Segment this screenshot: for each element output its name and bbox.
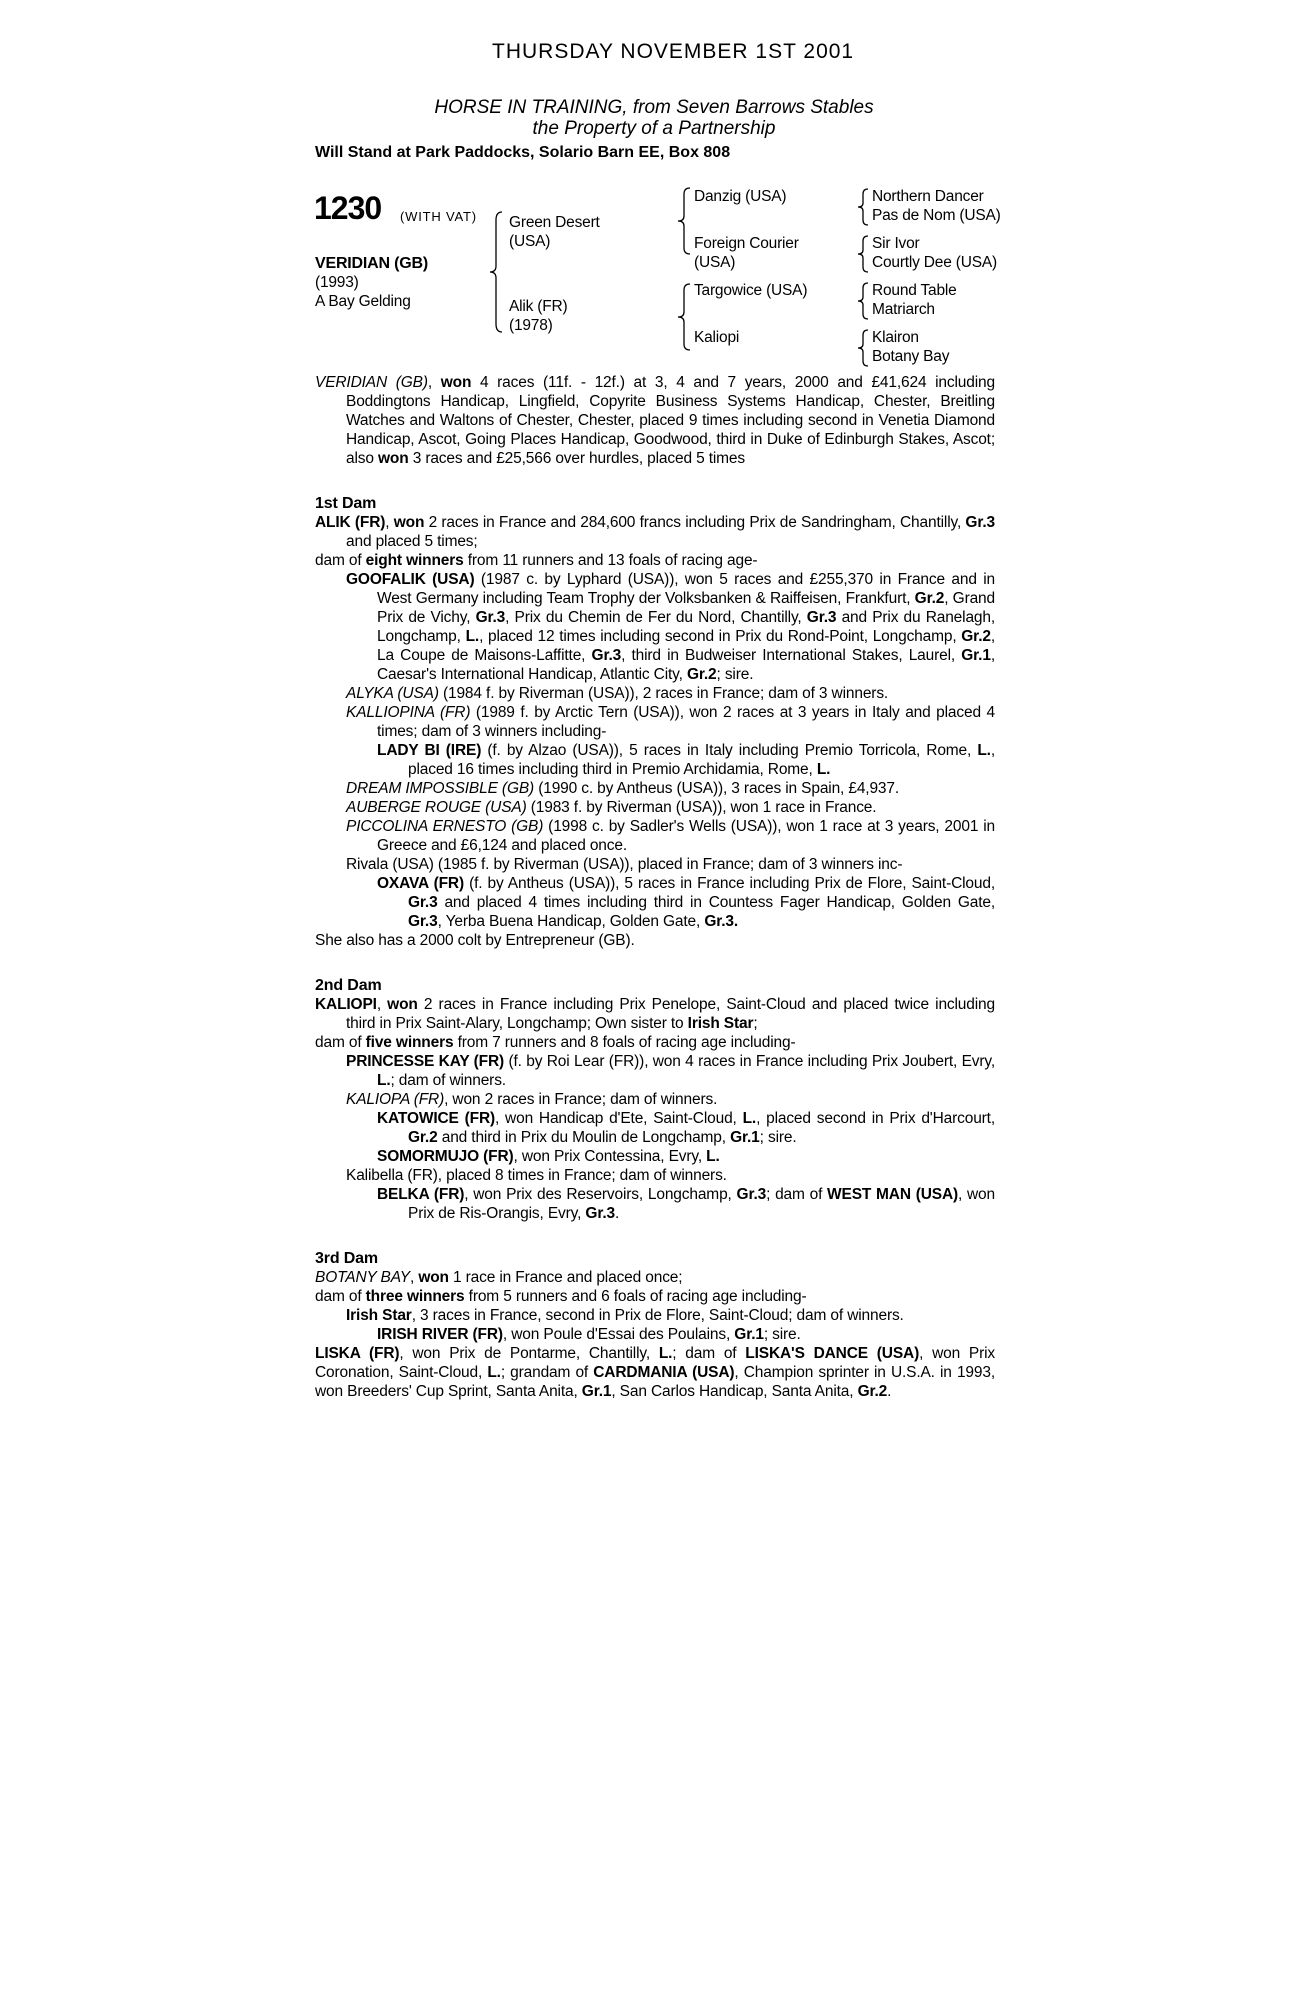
- grade: Gr.2: [961, 628, 991, 645]
- text: , Yerba Buena Handicap, Golden Gate,: [437, 913, 705, 930]
- text: and placed 5 times;: [346, 533, 478, 550]
- horse-name: PICCOLINA ERNESTO (GB): [346, 818, 544, 835]
- horse-name: Irish Star: [687, 1015, 754, 1032]
- pedigree-brace-3c: [856, 281, 872, 321]
- grade: Gr.2: [686, 666, 717, 683]
- listed: L.: [487, 1364, 501, 1381]
- sale-date: THURSDAY NOVEMBER 1ST 2001: [492, 40, 855, 63]
- pedigree-dam: [509, 297, 567, 335]
- pedigree-dam-dam: Kaliopi: [694, 329, 740, 346]
- text: .: [614, 1205, 620, 1222]
- sire-dam-name: Foreign Courier: [694, 235, 799, 252]
- text: , placed 12 times including second in Prix du Rond-Point, Longchamp,: [479, 628, 962, 645]
- ped-sds: Sir Ivor: [872, 235, 920, 252]
- text: (1984 f. by Riverman (USA)), 2 races in France; dam of 3 winners.: [438, 685, 889, 702]
- text: .: [887, 1383, 892, 1400]
- grade: Gr.3: [736, 1186, 767, 1203]
- winners-count: three winners: [365, 1288, 465, 1305]
- ped-ddd: Botany Bay: [872, 348, 950, 365]
- horse-name: VERIDIAN (GB): [315, 255, 428, 272]
- winners-count: eight winners: [365, 552, 464, 569]
- produce-kalibella: Kalibella (FR), placed 8 times in France; dam of winners.: [346, 1167, 727, 1184]
- produce-princesse-kay: [346, 1052, 995, 1090]
- produce-goofalik: [346, 570, 995, 684]
- produce-piccolina: [346, 817, 995, 855]
- text: , won Poule d'Essai des Poulains,: [502, 1326, 735, 1343]
- grade: Gr.3: [591, 647, 622, 664]
- pedigree-brace-3d: [856, 328, 872, 368]
- grade: Gr.1: [734, 1326, 764, 1343]
- won-label: won: [387, 996, 418, 1013]
- horse-name: OXAVA (FR): [377, 875, 464, 892]
- stand-location: Will Stand at Park Paddocks, Solario Barn EE, Box 808: [315, 144, 731, 161]
- text: 1 race in France and placed once;: [448, 1269, 683, 1286]
- pedigree-brace-2b: [676, 282, 694, 352]
- text: ; sire.: [716, 666, 754, 683]
- text: dam of: [315, 552, 366, 569]
- text: , Champion sprinter in U.S.A. in 1993, won Breeders' Cup Sprint, Santa Anita,: [315, 1364, 995, 1400]
- text: , placed second in Prix d'Harcourt,: [756, 1110, 995, 1127]
- text: dam of: [315, 1288, 366, 1305]
- horse-name: CARDMANIA (USA): [593, 1364, 735, 1381]
- text: , Caesar's International Handicap, Atlantic City,: [377, 647, 995, 683]
- grade: Gr.1: [730, 1129, 760, 1146]
- produce-belka: [377, 1185, 995, 1223]
- pedigree-sire: [509, 213, 600, 251]
- text: ; dam of: [766, 1186, 828, 1203]
- text: , won Prix Coronation, Saint-Cloud,: [315, 1345, 995, 1381]
- pedigree-brace-3b: [856, 234, 872, 274]
- horse-name: AUBERGE ROUGE (USA): [346, 799, 527, 816]
- race-record-text: VERIDIAN (GB), won 4 races (11f. - 12f.) at 3, 4 and 7 years, 2000 and £41,624 including Boddingtons Handicap, Lingfield, Copyrite Business Systems Handicap, Chester, Breitling Watches and Waltons of Chester, Chester, placed 9 times including second in Venetia Diamond Handicap, Ascot, Going Places Handicap, Goodwood, third in Duke of Edinburgh Stakes, Ascot; also won 3 races and £25,566 over hurdles, placed 5 times: [315, 374, 995, 467]
- sire-origin: (USA): [509, 233, 551, 250]
- text: and Prix du Ranelagh, Longchamp,: [377, 609, 996, 645]
- horse-name: Irish Star: [346, 1307, 412, 1324]
- horse-description: A Bay Gelding: [315, 293, 411, 310]
- third-dam-summary: BOTANY BAY, won 1 race in France and placed once;: [315, 1269, 683, 1286]
- ped-dsd: Matriarch: [872, 301, 935, 318]
- horse-name: LISKA (FR): [315, 1345, 400, 1362]
- text: from 7 runners and 8 foals of racing age including-: [453, 1034, 796, 1051]
- produce-rivala: Rivala (USA) (1985 f. by Riverman (USA)), placed in France; dam of 3 winners inc-: [346, 856, 903, 873]
- text: ; dam of: [672, 1345, 746, 1362]
- text: , 3 races in France, second in Prix de Flore, Saint-Cloud; dam of winners.: [411, 1307, 904, 1324]
- horse-name: IRISH RIVER (FR): [377, 1326, 503, 1343]
- text: (1998 c. by Sadler's Wells (USA)), won 1 race at 3 years, 2001 in Greece and £6,124 and placed once.: [377, 818, 995, 854]
- third-dam-produce: [315, 1287, 995, 1306]
- ped-ssd: Pas de Nom (USA): [872, 207, 1001, 224]
- horse-name: KALIOPA (FR): [346, 1091, 445, 1108]
- dam-name: Alik (FR): [509, 298, 568, 315]
- grade: Gr.2: [408, 1129, 438, 1146]
- grade: Gr.3: [475, 609, 506, 626]
- horse-name: LISKA'S DANCE (USA): [745, 1345, 920, 1362]
- listed: L.: [377, 1072, 391, 1089]
- text: (1983 f. by Riverman (USA)), won 1 race in France.: [526, 799, 877, 816]
- text: ;: [753, 1015, 758, 1032]
- text: , won Handicap d'Ete, Saint-Cloud,: [495, 1110, 743, 1127]
- ped-sdd: Courtly Dee (USA): [872, 254, 997, 271]
- horse-name: WEST MAN (USA): [827, 1186, 959, 1203]
- text: , won Prix Contessina, Evry,: [513, 1148, 707, 1165]
- sire-dam-origin: (USA): [694, 254, 736, 271]
- text: dam of: [315, 1034, 366, 1051]
- pedigree-dam-sire: Targowice (USA): [694, 282, 808, 299]
- won-label: won: [418, 1269, 449, 1286]
- vendor-line: [304, 97, 1004, 139]
- text: , won Prix des Reservoirs, Longchamp,: [464, 1186, 737, 1203]
- first-dam-summary: ALIK (FR), won 2 races in France and 284,600 francs including Prix de Sandringham, Chantilly, Gr.3 and placed 5 times;: [315, 514, 995, 550]
- text: , placed 16 times including third in Premio Archidamia, Rome,: [408, 742, 995, 778]
- second-dam-summary: KALIOPI, won 2 races in France including Prix Penelope, Saint-Cloud and placed twice including third in Prix Saint-Alary, Longchamp; Own sister to Irish Star;: [315, 996, 995, 1032]
- text: ; grandam of: [500, 1364, 594, 1381]
- second-dam-name: KALIOPI: [315, 996, 377, 1013]
- horse-name: KALLIOPINA (FR): [346, 704, 471, 721]
- produce-kaliopa: [346, 1090, 995, 1109]
- text: , Grand Prix de Vichy,: [377, 590, 995, 626]
- text: 2 races in France and 284,600 francs including Prix de Sandringham, Chantilly,: [424, 514, 966, 531]
- listed: L.: [465, 628, 480, 645]
- produce-auberge-rouge: [346, 798, 995, 817]
- record-horse-name: VERIDIAN (GB): [315, 374, 428, 391]
- dam-year: (1978): [509, 317, 553, 334]
- text: and third in Prix du Moulin de Longchamp,: [437, 1129, 731, 1146]
- second-dam-heading: 2nd Dam: [315, 977, 382, 994]
- record-detail-2: 3 races and £25,566 over hurdles, placed 5 times: [408, 450, 745, 467]
- text: (1989 f. by Arctic Tern (USA)), won 2 races at 3 years in Italy and placed 4 times; dam of 3 winners including-: [377, 704, 995, 740]
- produce-kalliopina: [346, 703, 995, 741]
- produce-somormujo: [377, 1147, 995, 1166]
- horse-name: PRINCESSE KAY (FR): [346, 1053, 505, 1070]
- produce-lady-bi: [377, 741, 995, 779]
- grade: Gr.3: [585, 1205, 615, 1222]
- horse-name: BELKA (FR): [377, 1186, 465, 1203]
- pedigree-sire-sire: Danzig (USA): [694, 188, 787, 205]
- grade: Gr.2: [857, 1383, 888, 1400]
- produce-katowice: [377, 1109, 995, 1147]
- grade: Gr.3: [806, 609, 837, 626]
- first-dam-heading: 1st Dam: [315, 495, 377, 512]
- first-dam-produce: [315, 551, 995, 570]
- text: , Prix du Chemin de Fer du Nord, Chantilly,: [505, 609, 807, 626]
- vendor-line-2: the Property of a Partnership: [532, 118, 776, 139]
- sire-name: Green Desert: [509, 214, 600, 231]
- horse-name: GOOFALIK (USA): [346, 571, 475, 588]
- grade: Gr.2: [914, 590, 945, 607]
- race-record: [315, 373, 995, 1401]
- horse-name: KATOWICE (FR): [377, 1110, 496, 1127]
- ped-dds: Klairon: [872, 329, 919, 346]
- horse-name: ALYKA (USA): [346, 685, 439, 702]
- ped-dss: Round Table: [872, 282, 957, 299]
- text: (1990 c. by Antheus (USA)), 3 races in Spain, £4,937.: [534, 780, 900, 797]
- listed: L.: [816, 761, 831, 778]
- produce-liska: [315, 1344, 995, 1401]
- second-dam-produce: [315, 1033, 995, 1052]
- winners-count: five winners: [365, 1034, 454, 1051]
- vat-note: (WITH VAT): [400, 209, 477, 224]
- won-label: won: [440, 374, 472, 391]
- text: (f. by Alzao (USA)), 5 races in Italy including Premio Torricola, Rome,: [481, 742, 978, 759]
- text: 2 races in France including Prix Penelope, Saint-Cloud and placed twice including third in Prix Saint-Alary, Longchamp; Own sister to: [346, 996, 995, 1032]
- text: , won 2 races in France; dam of winners.: [444, 1091, 718, 1108]
- pedigree-brace-3a: [856, 187, 872, 227]
- record-detail: 4 races (11f. - 12f.) at 3, 4 and 7 years, 2000 and £41,624 including Boddingtons Handicap, Lingfield, Copyrite Business Systems Handicap, Chester, Breitling Watches and Waltons of Chester, Chester, placed 9 times including second in Venetia Diamond Handicap, Ascot, Going Places Handicap, Goodwood, third in Duke of Edinburgh Stakes, Ascot; also: [346, 374, 995, 467]
- grade: Gr.3: [408, 894, 438, 911]
- horse-name: SOMORMUJO (FR): [377, 1148, 514, 1165]
- first-dam-name: ALIK (FR): [315, 514, 386, 531]
- produce-irish-river: [377, 1325, 995, 1344]
- text: ; sire.: [759, 1129, 797, 1146]
- text: (f. by Roi Lear (FR)), won 4 races in France including Prix Joubert, Evry,: [504, 1053, 996, 1070]
- pedigree-brace-1: [488, 210, 506, 335]
- text: , third in Budweiser International Stakes, Laurel,: [621, 647, 962, 664]
- listed: L.: [706, 1148, 720, 1165]
- text: , won Prix de Pontarme, Chantilly,: [399, 1345, 659, 1362]
- pedigree-brace-2a: [676, 186, 694, 256]
- third-dam-name: BOTANY BAY: [315, 1269, 410, 1286]
- produce-irish-star: [346, 1306, 995, 1325]
- won-label-2: won: [378, 450, 409, 467]
- listed: L.: [658, 1345, 673, 1362]
- text: (1987 c. by Lyphard (USA)), won 5 races and £255,370 in France and in West Germany including Team Trophy der Volksbanken & Raiffeisen, Frankfurt,: [377, 571, 995, 607]
- text: , San Carlos Handicap, Santa Anita,: [611, 1383, 858, 1400]
- text: ; sire.: [763, 1326, 801, 1343]
- horse-name: LADY BI (IRE): [377, 742, 482, 759]
- third-dam-heading: 3rd Dam: [315, 1250, 378, 1267]
- text: from 5 runners and 6 foals of racing age including-: [464, 1288, 807, 1305]
- text: , La Coupe de Maisons-Laffitte,: [377, 628, 995, 664]
- grade: Gr.3: [965, 514, 995, 531]
- first-dam-note: She also has a 2000 colt by Entrepreneur (GB).: [315, 932, 635, 949]
- grade: Gr.1: [581, 1383, 612, 1400]
- produce-alyka: [346, 684, 995, 703]
- text: , won Prix de Ris-Orangis, Evry,: [408, 1186, 995, 1222]
- grade: Gr.3: [408, 913, 438, 930]
- listed: L.: [742, 1110, 757, 1127]
- text: from 11 runners and 13 foals of racing age-: [463, 552, 758, 569]
- text: and placed 4 times including third in Countess Fager Handicap, Golden Gate,: [437, 894, 995, 911]
- listed: L.: [977, 742, 991, 759]
- won-label: won: [393, 514, 425, 531]
- produce-oxava: [377, 874, 995, 931]
- text: ; dam of winners.: [390, 1072, 506, 1089]
- vendor-line-1: HORSE IN TRAINING, from Seven Barrows Stables: [434, 97, 874, 118]
- produce-dream-impossible: [346, 779, 995, 798]
- text: (f. by Antheus (USA)), 5 races in France including Prix de Flore, Saint-Cloud,: [463, 875, 995, 892]
- ped-sss: Northern Dancer: [872, 188, 984, 205]
- grade: Gr.1: [961, 647, 991, 664]
- pedigree-sire-dam: [694, 234, 799, 272]
- grade: Gr.3.: [704, 913, 739, 930]
- lot-number: 1230: [314, 190, 382, 226]
- horse-year: (1993): [315, 274, 359, 291]
- horse-name: DREAM IMPOSSIBLE (GB): [346, 780, 535, 797]
